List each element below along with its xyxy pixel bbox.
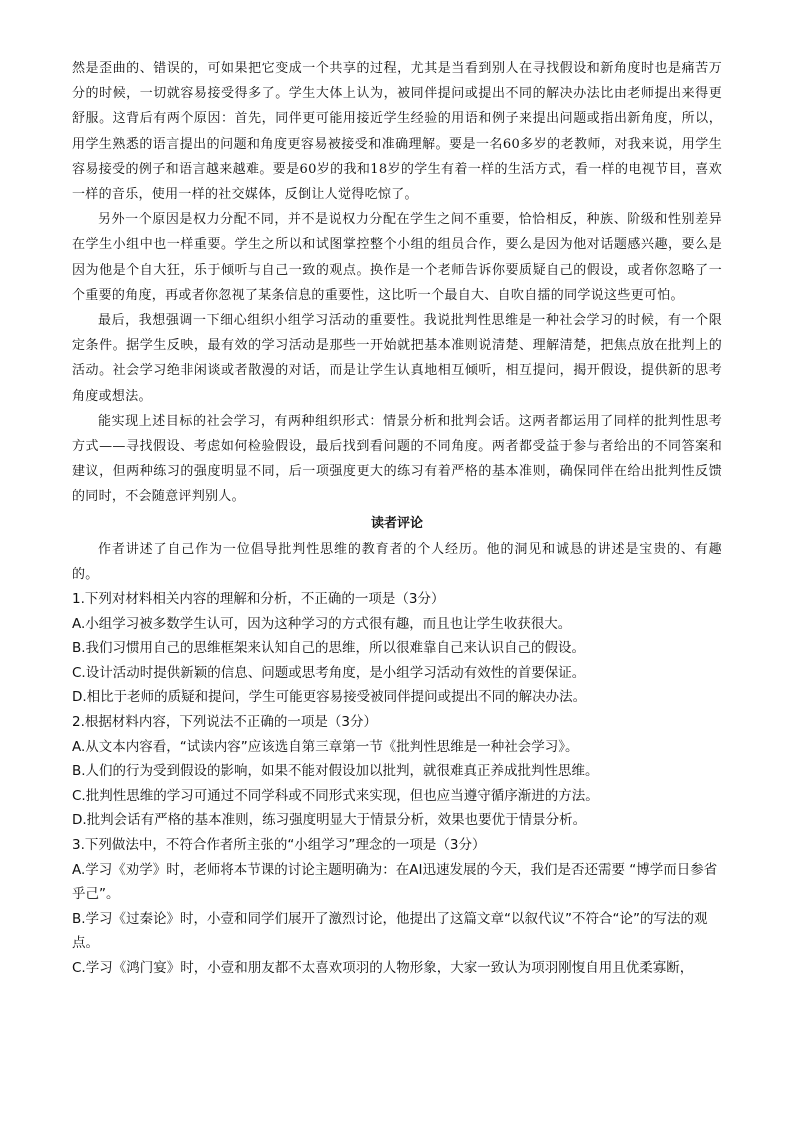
question-3-stem: 3.下列做法中，不符合作者所主张的“小组学习”理念的一项是（3分）: [72, 837, 486, 853]
question-2-option-a: A.从文本内容看，“试读内容”应该选自第三章第一节《批判性思维是一种社会学习》。: [72, 738, 579, 755]
question-1-option-b: B.我们习惯用自己的思维框架来认知自己的思维，所以很难靠自己来认识自己的假设。: [72, 640, 586, 657]
question-1-stem: 1.下列对材料相关内容的理解和分析，不正确的一项是（3分）: [72, 591, 445, 608]
review-heading: 读者评论: [370, 515, 423, 531]
article-paragraph-2: 另外一个原因是权力分配不同，并不是说权力分配在学生之间不重要，恰恰相反，种族、阶级和性别差异在学生小组中也一样重要。学生之所以和试图掌控整个小组的组员合作，要么是因为他对话题感兴趣，要么是因为他是个自大狂，乐于倾听与自己一致的观点。换作是一个老师告诉你要质疑自己的假设，或者你忽略了一个重要的角度，再或者你忽视了某条信息的重要性，这比听一个最自大、自吹自擂的同学说这些更可怕。: [72, 212, 722, 303]
question-2-option-c: C.批判性思维的学习可通过不同学科或不同形式来实现，但也应当遵守循序渐进的方法。: [72, 787, 599, 804]
question-2-option-d: D.批判会话有严格的基本准则，练习强度明显大于情景分析，效果也要优于情景分析。: [72, 812, 587, 829]
question-2-option-b: B.人们的行为受到假设的影响，如果不能对假设加以批判，就很难真正养成批判性思维。: [72, 763, 599, 780]
question-3-option-a: A.学习《劝学》时，老师将本节课的讨论主题明确为：在AI迅速发展的今天，我们是否还需要 “博学而日参省乎己”。: [72, 861, 718, 903]
article-paragraph-3: 最后，我想强调一下细心组织小组学习活动的重要性。我说批判性思维是一种社会学习的时候，有一个限定条件。据学生反映，最有效的学习活动是那些一开始就把基本准则说清楚、理解清楚，把焦点放在批判上的活动。社会学习绝非闲谈或者散漫的对话，而是让学生认真地相互倾听，相互提问，揭开假设，提供新的思考角度或想法。: [72, 313, 722, 404]
document-page: [72, 56, 722, 981]
question-1-option-d: D.相比于老师的质疑和提问，学生可能更容易接受被同伴提问或提出不同的解决办法。: [72, 689, 587, 706]
questions-section: [72, 587, 722, 981]
question-2-stem: 2.根据材料内容，下列说法不正确的一项是（3分）: [72, 714, 377, 731]
question-1-option-c: C.设计活动时提供新颖的信息、问题或思考角度，是小组学习活动有效性的首要保证。: [72, 664, 586, 681]
article-body: [72, 56, 722, 510]
question-3-option-c: C.学习《鸿门宴》时，小壹和朋友都不太喜欢项羽的人物形象，大家一致认为项羽刚愎自用且优柔寡断，: [72, 959, 694, 976]
article-paragraph-1: 然是歪曲的、错误的，可如果把它变成一个共享的过程，尤其是当看到别人在寻找假设和新角度时也是痛苦万分的时候，一切就容易接受得多了。学生大体上认为，被同伴提问或提出不同的解决办法比由老师提出来得更舒服。这背后有两个原因：首先，同伴更可能用接近学生经验的用语和例子来提出问题或指出新角度，所以，用学生熟悉的语言提出的问题和角度更容易被接受和准确理解。要是一名60多岁的老教师，对我来说，用学生容易接受的例子和语言越来越难。要是60岁的我和18岁的学生有着一样的生活方式，看一样的电视节目，喜欢一样的音乐，使用一样的社交媒体，反倒让人觉得吃惊了。: [72, 61, 722, 203]
article-paragraph-4: 能实现上述目标的社会学习，有两种组织形式：情景分析和批判会话。这两者都运用了同样的批判性思考方式——寻找假设、考虑如何检验假设，最后找到看问题的不同角度。两者都受益于参与者给出的不同答案和建议，但两种练习的强度明显不同，后一项强度更大的练习有着严格的基本准则，确保同伴在给出批判性反馈的同时，不会随意评判别人。: [72, 413, 722, 505]
review-text: 作者讲述了自己作为一位倡导批判性思维的教育者的个人经历。他的洞见和诚恳的讲述是宝贵的、有趣的。: [72, 541, 722, 582]
question-1-option-a: A.小组学习被多数学生认可，因为这种学习的方式很有趣，而且也让学生收获很大。: [72, 615, 572, 632]
question-3-option-b: B.学习《过秦论》时，小壹和同学们展开了激烈讨论，他提出了这篇文章“以叙代议”不符合“论”的写法的观点。: [72, 910, 708, 952]
